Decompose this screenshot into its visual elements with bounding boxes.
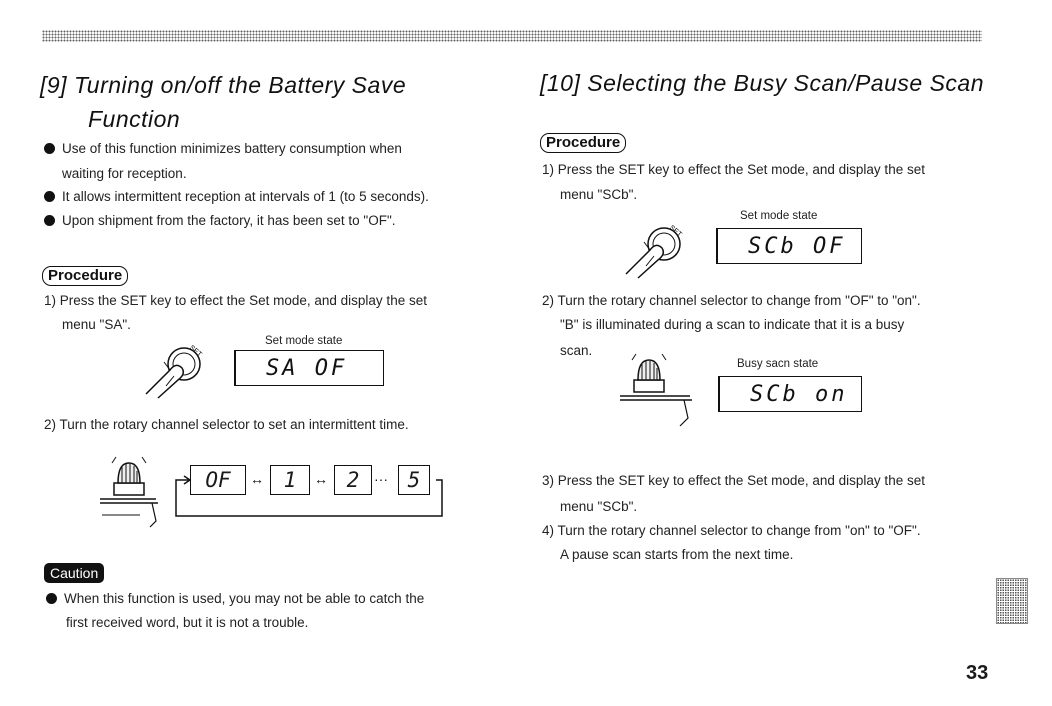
lcd-set-mode-scb: SCb OF [716,228,862,264]
left-step-1-caption: Set mode state [265,335,343,347]
caution-text [46,592,424,606]
procedure-badge-left: Procedure [42,266,128,286]
bullet-1-cont: waiting for reception. [62,166,187,181]
caution-badge: Caution [44,563,104,583]
right-step-1: 1) Press the SET key to effect the Set mode, and display the set [542,162,925,177]
section-9-heading-cont: Function [88,106,181,132]
cycle-value-1: 1 [270,465,310,495]
cycle-dots: ··· [374,471,388,487]
set-key-press-icon-right [620,220,690,280]
cycle-arrow-2: ↔ [314,471,328,487]
cycle-value-off: OF [190,465,246,495]
bullet-1 [44,142,402,156]
right-step-3: 3) Press the SET key to effect the Set mode, and display the set [542,473,925,488]
set-key-press-icon [140,340,210,400]
page-edge-tab [996,578,1028,624]
decorative-dotted-bar [42,30,982,42]
section-10-heading: [10] Selecting the Busy Scan/Pause Scan [540,70,984,96]
right-step-2-cont: "B" is illuminated during a scan to indicate that it is a busy [560,317,905,332]
bullet-3-text: Upon shipment from the factory, it has been set to "OF". [62,213,396,228]
bullet-3 [44,214,396,228]
cycle-value-2: 2 [334,465,372,495]
cycle-arrow-1: ↔ [250,471,264,487]
right-step-1-caption: Set mode state [740,210,818,222]
procedure-badge-right: Procedure [540,133,626,153]
right-step-2-caption: Busy sacn state [737,358,819,370]
caution-text-line1: When this function is used, you may not be able to catch the [64,591,425,606]
bullet-2-text: It allows intermittent reception at intervals of 1 (to 5 seconds). [62,189,429,204]
right-step-2: 2) Turn the rotary channel selector to change from "OF" to "on". [542,293,921,308]
cycle-return-arrow [170,478,450,520]
lcd-set-mode-sa: SA OF [234,350,384,386]
bullet-2 [44,190,429,204]
rotary-selector-icon [100,455,170,530]
right-step-4: 4) Turn the rotary channel selector to change from "on" to "OF". [542,523,921,538]
cycle-value-5: 5 [398,465,430,495]
right-step-4-cont: A pause scan starts from the next time. [560,547,794,562]
svg-text:SET: SET [667,224,683,239]
page-number: 33 [966,662,989,684]
section-9-heading: [9] Turning on/off the Battery Save [40,72,407,98]
svg-text:SET: SET [187,344,203,359]
right-step-3-cont: menu "SCb". [560,499,638,514]
caution-text-cont: first received word, but it is not a trouble. [66,615,309,630]
bullet-1-text: Use of this function minimizes battery consumption when [62,141,402,156]
right-step-1-cont: menu "SCb". [560,187,638,202]
lcd-busy-scan: SCb on [718,376,862,412]
left-step-1-cont: menu "SA". [62,317,131,332]
right-step-2-cont2: scan. [560,343,593,358]
left-step-1: 1) Press the SET key to effect the Set mode, and display the set [44,293,427,308]
rotary-selector-icon-right [620,352,700,432]
left-step-2: 2) Turn the rotary channel selector to set an intermittent time. [44,417,409,432]
